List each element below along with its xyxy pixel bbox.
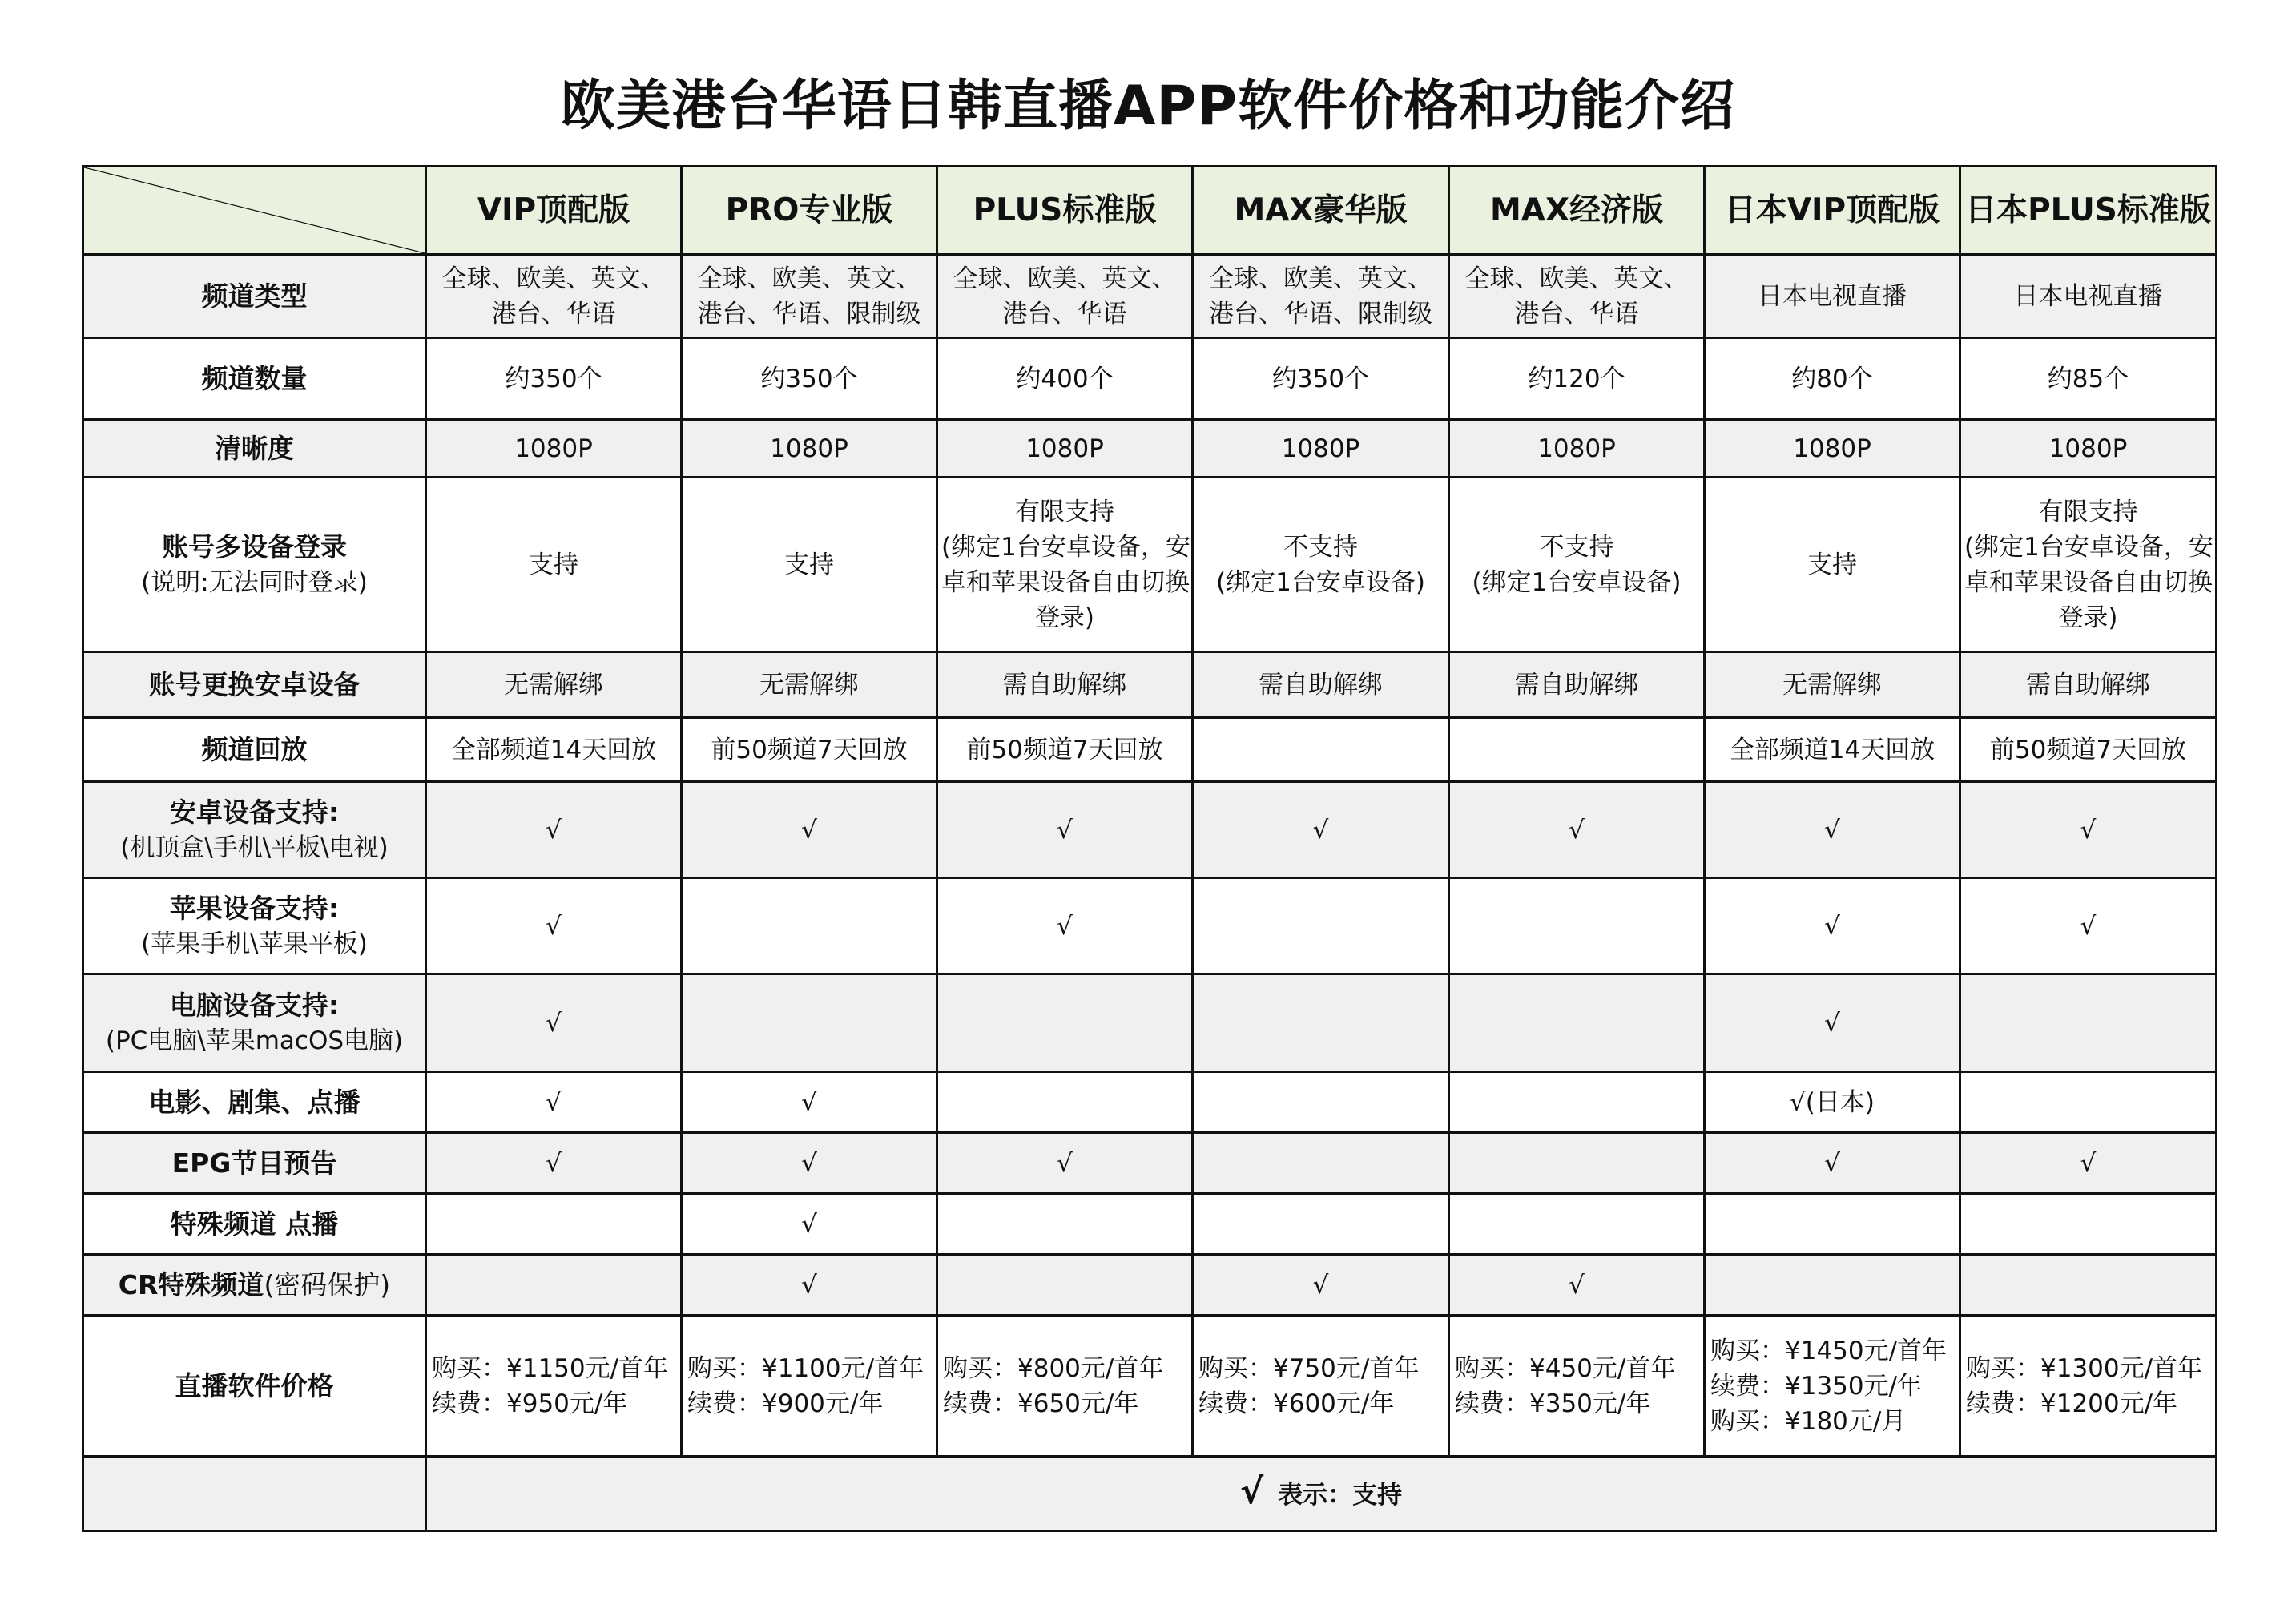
table-row: [83, 1316, 2217, 1457]
table-cell: [1449, 420, 1705, 478]
column-header: MAX豪华版: [1193, 167, 1449, 255]
row-label-text: EPG节目预告: [171, 1147, 337, 1179]
cell-line: 全球、欧美、英文、: [441, 264, 666, 293]
table-row: [83, 718, 2217, 782]
cell-line: 购买：¥450元/首年: [1455, 1353, 1676, 1383]
column-header: PLUS标准版: [937, 167, 1193, 255]
table-cell: [682, 782, 937, 878]
cell-line: 续费：¥650元/年: [943, 1389, 1139, 1418]
table-cell: [682, 718, 937, 782]
cell-line: (绑定1台安卓设备，安: [941, 532, 1190, 562]
table-cell: [1705, 478, 1960, 652]
cell-line: (绑定1台安卓设备): [1216, 567, 1425, 597]
cell-line: 支持: [784, 550, 834, 579]
cell-line: √: [801, 1270, 817, 1300]
table-cell: [1705, 420, 1960, 478]
table-cell: [682, 420, 937, 478]
table-row: [83, 338, 2217, 420]
cell-line: 全球、欧美、英文、: [697, 264, 921, 293]
column-header: MAX经济版: [1449, 167, 1705, 255]
cell-line: 购买：¥1150元/首年: [432, 1353, 669, 1383]
table-cell: [1960, 782, 2217, 878]
table-cell: [1449, 338, 1705, 420]
corner-cell: [83, 167, 426, 255]
cell-line: 购买：¥800元/首年: [943, 1353, 1164, 1383]
cell-line: 需自助解绑: [1002, 670, 1127, 700]
table-cell: [682, 974, 937, 1072]
cell-line: 无需解绑: [759, 670, 859, 700]
cell-line: 1080P: [1025, 433, 1104, 463]
table-row: [83, 1255, 2217, 1316]
table-cell: [937, 338, 1193, 420]
cell-line: 日本电视直播: [2013, 281, 2163, 311]
cell-line: √: [2080, 911, 2097, 941]
legend-cell: [426, 1457, 2217, 1531]
table-cell: [1960, 974, 2217, 1072]
cell-line: 港台、华语: [1002, 299, 1127, 329]
cell-line: 全球、欧美、英文、: [1464, 264, 1689, 293]
table-cell: [1193, 974, 1449, 1072]
cell-line: 支持: [1807, 550, 1857, 579]
cell-line: 卓和苹果设备自由切换: [1964, 567, 2213, 597]
cell-line: √: [1824, 911, 1840, 941]
row-label-text: 安卓设备支持:: [169, 796, 340, 828]
table-cell: [682, 255, 937, 338]
table-cell: [682, 1133, 937, 1194]
cell-line: (绑定1台安卓设备): [1472, 567, 1682, 597]
cell-line: √: [546, 1008, 562, 1038]
table-cell: [1960, 1194, 2217, 1255]
table-cell: [426, 652, 682, 718]
cell-line: 约350个: [760, 364, 858, 393]
price-cell: [426, 1316, 682, 1457]
table-cell: [426, 420, 682, 478]
cell-line: 购买：¥750元/首年: [1198, 1353, 1420, 1383]
cell-line: 全部频道14天回放: [1729, 735, 1935, 764]
row-label: [83, 1194, 426, 1255]
row-label-text: 清晰度: [215, 432, 294, 464]
table-cell: [1960, 478, 2217, 652]
column-header: VIP顶配版: [426, 167, 682, 255]
table-cell: [1193, 1194, 1449, 1255]
table-cell: [1960, 338, 2217, 420]
table-cell: [1705, 338, 1960, 420]
table-cell: [937, 974, 1193, 1072]
table-cell: [1449, 1133, 1705, 1194]
table-cell: [1960, 878, 2217, 974]
cell-line: 无需解绑: [504, 670, 603, 700]
table-cell: [937, 1072, 1193, 1133]
cell-line: 全球、欧美、英文、: [1209, 264, 1432, 293]
cell-line: √: [1057, 911, 1073, 941]
row-label-text: 直播软件价格: [175, 1369, 334, 1401]
cell-line: √: [2080, 1148, 2097, 1178]
column-header: 日本PLUS标准版: [1960, 167, 2217, 255]
row-label: [83, 338, 426, 420]
price-cell: [1449, 1316, 1705, 1457]
table-cell: [426, 255, 682, 338]
price-cell: [1193, 1316, 1449, 1457]
table-cell: [1193, 718, 1449, 782]
row-label-text: 账号更换安卓设备: [148, 668, 361, 700]
table-cell: [1193, 878, 1449, 974]
cell-line: √: [1312, 1270, 1329, 1300]
cell-line: 约350个: [1271, 364, 1370, 393]
cell-line: 需自助解绑: [1259, 670, 1383, 700]
table-cell: [937, 255, 1193, 338]
cell-line: √: [546, 815, 562, 845]
row-label: [83, 255, 426, 338]
cell-line: 购买：¥180元/月: [1710, 1406, 1907, 1436]
table-cell: [937, 878, 1193, 974]
row-label-text: 账号多设备登录: [162, 530, 347, 563]
row-label-text: 频道类型: [201, 280, 308, 312]
legend-text: 表示：支持: [1278, 1481, 1403, 1510]
cell-line: 全球、欧美、英文、: [953, 264, 1177, 293]
table-cell: [426, 478, 682, 652]
table-row: [83, 1133, 2217, 1194]
row-label: [83, 1133, 426, 1194]
table-cell: [1960, 652, 2217, 718]
table-cell: [426, 718, 682, 782]
table-row: [83, 878, 2217, 974]
table-cell: [937, 652, 1193, 718]
header-row: [83, 167, 2217, 255]
table-cell: [1705, 1255, 1960, 1316]
cell-line: 约120个: [1528, 364, 1625, 393]
table-cell: [1449, 1194, 1705, 1255]
cell-line: √: [1824, 1148, 1840, 1178]
table-cell: [937, 1194, 1193, 1255]
cell-line: √: [1057, 1148, 1073, 1178]
table-row: [83, 255, 2217, 338]
row-label-text: 电脑设备支持:: [169, 989, 340, 1021]
table-cell: [1193, 652, 1449, 718]
cell-line: 1080P: [514, 433, 593, 463]
table-cell: [1960, 718, 2217, 782]
table-cell: [937, 1133, 1193, 1194]
table-cell: [937, 478, 1193, 652]
table-row: [83, 782, 2217, 878]
table-cell: [1960, 255, 2217, 338]
cell-line: √: [1824, 815, 1840, 845]
table-cell: [426, 878, 682, 974]
price-cell: [682, 1316, 937, 1457]
table-cell: [682, 878, 937, 974]
cell-line: 续费：¥900元/年: [687, 1389, 884, 1418]
comparison-table: [82, 165, 2217, 1532]
row-sublabel: (苹果手机\苹果平板): [141, 929, 368, 958]
table-cell: [1960, 1072, 2217, 1133]
cell-line: 港台、华语: [491, 299, 616, 329]
table-cell: [1449, 255, 1705, 338]
table-cell: [1960, 420, 2217, 478]
cell-line: 港台、华语、限制级: [1209, 299, 1432, 329]
table-cell: [937, 420, 1193, 478]
row-label: [83, 782, 426, 878]
table-cell: [426, 974, 682, 1072]
cell-line: √: [546, 1087, 562, 1117]
column-header: PRO专业版: [682, 167, 937, 255]
cell-line: 1080P: [770, 433, 848, 463]
cell-line: √: [1569, 1270, 1585, 1300]
table-cell: [1193, 1133, 1449, 1194]
cell-line: 需自助解绑: [2026, 670, 2150, 700]
table-cell: [1705, 782, 1960, 878]
table-cell: [1705, 718, 1960, 782]
table-cell: [682, 1255, 937, 1316]
table-cell: [1449, 478, 1705, 652]
table-cell: [1193, 1255, 1449, 1316]
cell-line: 港台、华语: [1514, 299, 1639, 329]
cell-line: 全部频道14天回放: [450, 735, 657, 764]
cell-line: 支持: [529, 550, 578, 579]
cell-line: √: [546, 1148, 562, 1178]
cell-line: 登录): [2058, 603, 2118, 632]
row-label-text: 频道回放: [201, 733, 308, 765]
cell-line: 卓和苹果设备自由切换: [941, 567, 1190, 597]
cell-line: 续费：¥1350元/年: [1710, 1371, 1923, 1401]
table-cell: [1705, 255, 1960, 338]
row-label: [83, 878, 426, 974]
table-cell: [1705, 1072, 1960, 1133]
row-label-text: 苹果设备支持:: [169, 892, 340, 924]
row-label-text: 频道数量: [201, 362, 308, 394]
column-header: 日本VIP顶配版: [1705, 167, 1960, 255]
cell-line: 前50频道7天回放: [1989, 735, 2187, 764]
cell-line: √: [1569, 815, 1585, 845]
cell-line: √: [1824, 1008, 1840, 1038]
table-cell: [426, 1072, 682, 1133]
cell-line: (绑定1台安卓设备，安: [1964, 532, 2213, 562]
table-cell: [682, 1072, 937, 1133]
cell-line: 登录): [1034, 603, 1095, 632]
table-cell: [1960, 1255, 2217, 1316]
row-label: [83, 1072, 426, 1133]
table-cell: [682, 652, 937, 718]
legend-empty-cell: [83, 1457, 426, 1531]
cell-line: 续费：¥950元/年: [432, 1389, 628, 1418]
cell-line: √: [801, 815, 817, 845]
table-cell: [682, 1194, 937, 1255]
table-cell: [937, 1255, 1193, 1316]
cell-line: √: [1057, 815, 1073, 845]
table-cell: [937, 718, 1193, 782]
cell-line: 前50频道7天回放: [711, 735, 908, 764]
cell-line: 续费：¥1200元/年: [1966, 1389, 2178, 1418]
cell-line: √: [801, 1209, 817, 1239]
row-label: [83, 718, 426, 782]
table-cell: [1705, 652, 1960, 718]
table-row: [83, 478, 2217, 652]
corner-diagonal: [84, 167, 425, 253]
checkmark-icon: √: [1239, 1471, 1264, 1512]
cell-line: 港台、华语、限制级: [697, 299, 921, 329]
cell-line: 续费：¥600元/年: [1198, 1389, 1395, 1418]
table-cell: [937, 782, 1193, 878]
price-cell: [1705, 1316, 1960, 1457]
table-cell: [1449, 652, 1705, 718]
table-cell: [426, 782, 682, 878]
table-cell: [1705, 878, 1960, 974]
table-cell: [1449, 718, 1705, 782]
row-label: [83, 974, 426, 1072]
cell-line: 1080P: [2048, 433, 2128, 463]
price-cell: [1960, 1316, 2217, 1457]
cell-line: 续费：¥350元/年: [1455, 1389, 1651, 1418]
table-row: [83, 420, 2217, 478]
cell-line: 约350个: [505, 364, 602, 393]
table-row: [83, 1194, 2217, 1255]
cell-line: 需自助解绑: [1514, 670, 1639, 700]
legend-row: [83, 1457, 2217, 1531]
table-cell: [426, 1194, 682, 1255]
table-cell: [1449, 974, 1705, 1072]
row-label-suffix: (密码保护): [264, 1268, 391, 1300]
row-sublabel: (说明:无法同时登录): [141, 567, 368, 597]
cell-line: 1080P: [1793, 433, 1871, 463]
cell-line: √: [546, 911, 562, 941]
table-cell: [426, 1255, 682, 1316]
table-cell: [1193, 255, 1449, 338]
row-label: [83, 1316, 426, 1457]
price-cell: [937, 1316, 1193, 1457]
table-cell: [1449, 782, 1705, 878]
table-cell: [1193, 420, 1449, 478]
table-cell: [1705, 1194, 1960, 1255]
table-cell: [426, 338, 682, 420]
table-cell: [682, 478, 937, 652]
cell-line: √: [801, 1148, 817, 1178]
cell-line: 购买：¥1450元/首年: [1710, 1336, 1948, 1365]
table-cell: [1705, 974, 1960, 1072]
cell-line: √: [2080, 815, 2097, 845]
cell-line: 1080P: [1537, 433, 1616, 463]
cell-line: 不支持: [1283, 532, 1358, 562]
table-cell: [1193, 782, 1449, 878]
table-cell: [1449, 878, 1705, 974]
cell-line: 约400个: [1016, 364, 1114, 393]
table-cell: [682, 338, 937, 420]
row-label: [83, 1255, 426, 1316]
row-label: [83, 420, 426, 478]
cell-line: 购买：¥1300元/首年: [1966, 1353, 2203, 1383]
table-cell: [1960, 1133, 2217, 1194]
table-row: [83, 974, 2217, 1072]
row-sublabel: (PC电脑\苹果macOS电脑): [105, 1026, 404, 1055]
cell-line: 购买：¥1100元/首年: [687, 1353, 924, 1383]
table-cell: [1193, 338, 1449, 420]
cell-line: 有限支持: [1015, 497, 1114, 526]
cell-line: 前50频道7天回放: [966, 735, 1163, 764]
cell-line: 日本电视直播: [1758, 281, 1907, 311]
cell-line: 约85个: [2047, 364, 2129, 393]
cell-line: √(日本): [1790, 1087, 1875, 1117]
table-cell: [1705, 1133, 1960, 1194]
row-label: [83, 478, 426, 652]
cell-line: √: [801, 1087, 817, 1117]
cell-line: 有限支持: [2038, 497, 2138, 526]
row-label-text: 特殊频道 点播: [170, 1208, 339, 1240]
row-label: [83, 652, 426, 718]
table-cell: [1449, 1072, 1705, 1133]
cell-line: 不支持: [1539, 532, 1614, 562]
row-label-text: CR特殊频道: [118, 1268, 264, 1300]
table-cell: [1193, 1072, 1449, 1133]
cell-line: 约80个: [1791, 364, 1873, 393]
page-title: 欧美港台华语日韩直播APP软件价格和功能介绍: [560, 75, 1736, 138]
cell-line: √: [1312, 815, 1329, 845]
cell-line: 无需解绑: [1782, 670, 1882, 700]
table-cell: [426, 1133, 682, 1194]
row-sublabel: (机顶盒\手机\平板\电视): [120, 833, 389, 862]
table-row: [83, 652, 2217, 718]
row-label-text: 电影、剧集、点播: [148, 1086, 361, 1118]
table-row: [83, 1072, 2217, 1133]
table-cell: [1449, 1255, 1705, 1316]
table-cell: [1193, 478, 1449, 652]
cell-line: 1080P: [1281, 433, 1360, 463]
